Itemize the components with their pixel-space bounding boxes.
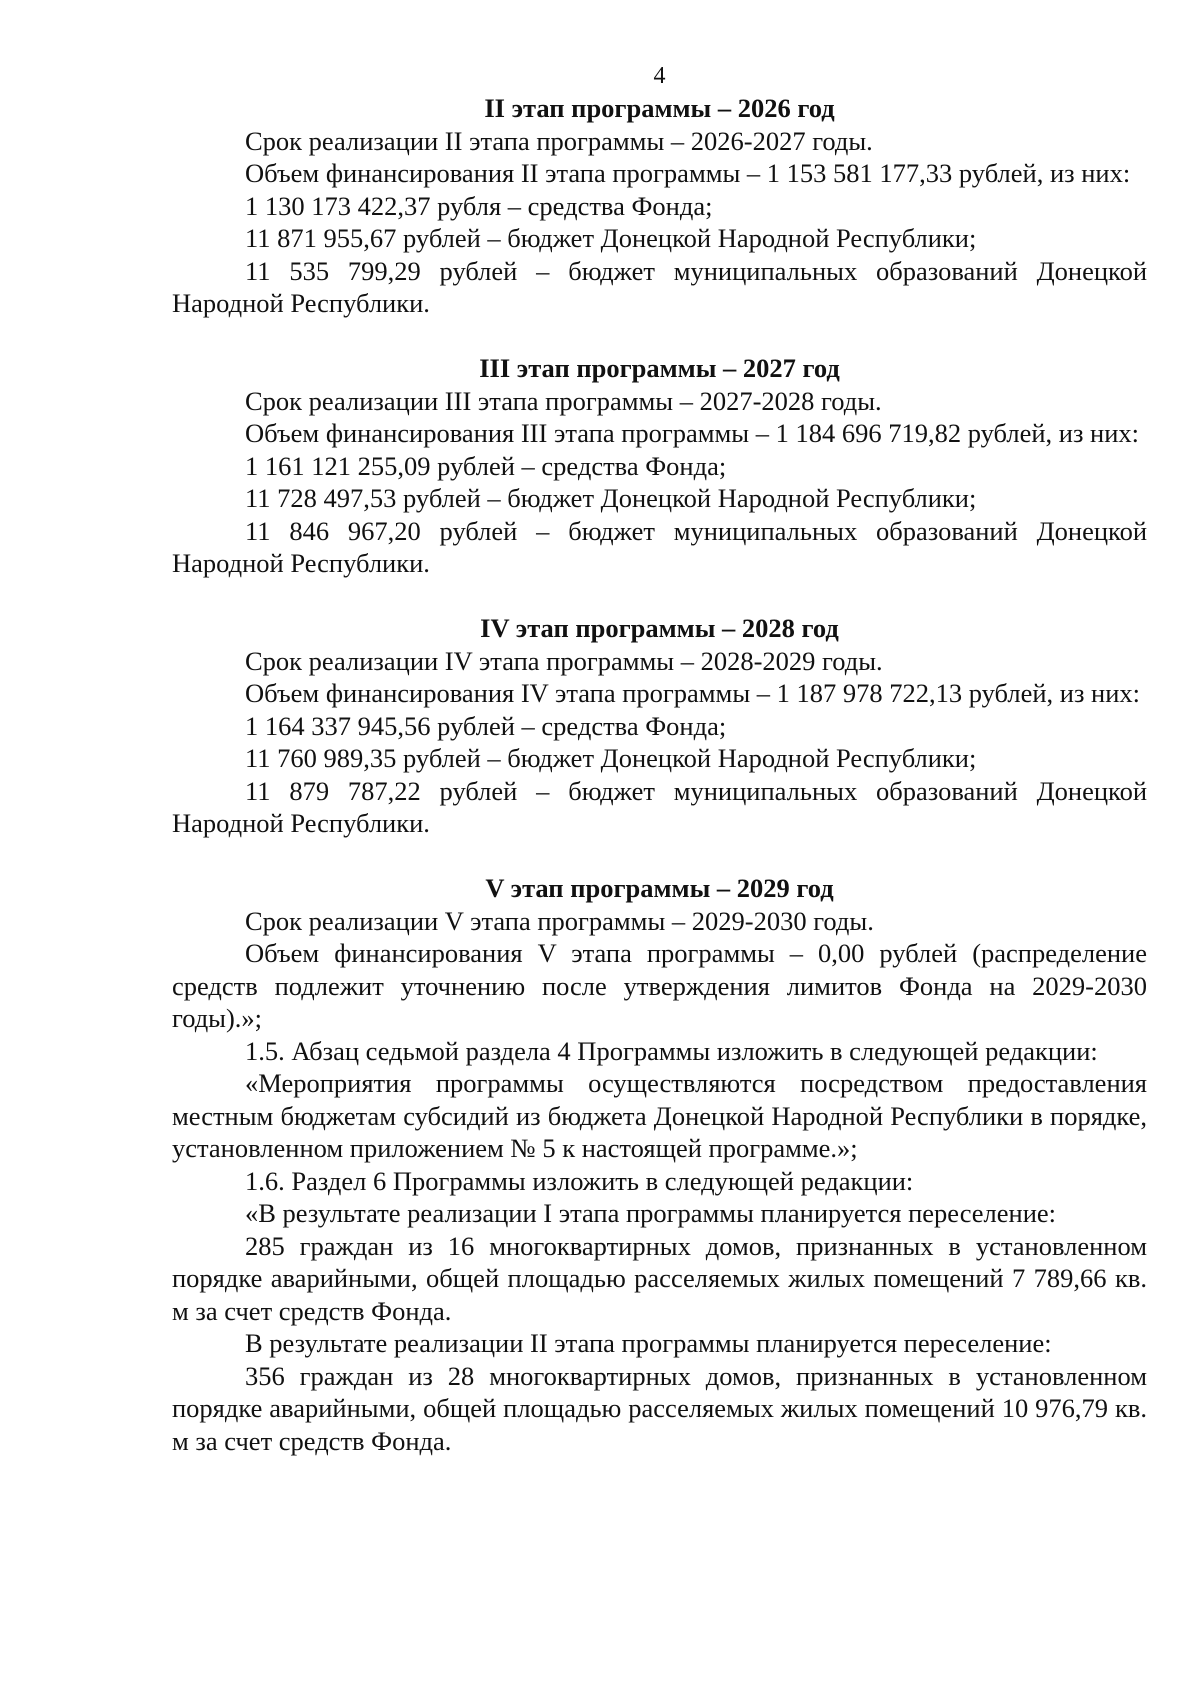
stage2-intro: В результате реализации II этапа программы планируется переселение: xyxy=(245,1328,1052,1358)
stage3-fund: 1 161 121 255,09 рублей – средства Фонда; xyxy=(245,450,727,481)
stage2-term: Срок реализации II этапа программы – 2026-2027 годы. xyxy=(245,125,873,156)
stage4-republic: 11 760 989,35 рублей – бюджет Донецкой Народной Республики; xyxy=(245,743,977,773)
page-number: 4 xyxy=(653,63,666,89)
stage4-fund: 1 164 337 945,56 рублей – средства Фонда; xyxy=(245,710,727,741)
item-1-5-text: 1.5. Абзац седьмой раздела 4 Программы изложить в следующей редакции: xyxy=(245,1035,1098,1066)
stage2-volume: Объем финансирования II этапа программы – 1 153 581 177,33 рублей, из них: xyxy=(245,158,1131,188)
document-page xyxy=(172,60,1147,1457)
stage5-term: Срок реализации V этапа программы – 2029-2030 годы. xyxy=(245,905,874,936)
stage2-detail: 356 граждан из 28 многоквартирных домов, признанных в установленном порядке аварийными, общей площадью расселяемых жилых помещений 10 976,79 кв. м за счет средств Фонда. xyxy=(172,1360,1147,1456)
stage2-republic: 11 871 955,67 рублей – бюджет Донецкой Народной Республики; xyxy=(245,223,977,253)
stage4-term: Срок реализации IV этапа программы – 2028-2029 годы. xyxy=(245,645,883,676)
stage1-intro: «В результате реализации I этапа программы планируется переселение: xyxy=(245,1198,1057,1228)
item-1-5-quote: «Мероприятия программы осуществляются посредством предоставления местным бюджетам субсидий из бюджета Донецкой Народной Республики в порядке, установленном приложением № 5 к настоящей программе.»; xyxy=(172,1068,1147,1163)
stage4-municipal: 11 879 787,22 рублей – бюджет муниципальных образований Донецкой Народной Республики. xyxy=(172,775,1147,838)
stage3-republic: 11 728 497,53 рублей – бюджет Донецкой Народной Республики; xyxy=(245,483,977,513)
stage2-municipal: 11 535 799,29 рублей – бюджет муниципальных образований Донецкой Народной Республики. xyxy=(172,255,1147,318)
stage3-heading: III этап программы – 2027 год xyxy=(479,353,840,383)
stage3-volume: Объем финансирования III этапа программы – 1 184 696 719,82 рублей, из них: xyxy=(245,418,1140,448)
stage2-heading: II этап программы – 2026 год xyxy=(484,93,835,123)
stage5-heading: V этап программы – 2029 год xyxy=(485,873,834,903)
stage3-municipal: 11 846 967,20 рублей – бюджет муниципальных образований Донецкой Народной Республики. xyxy=(172,515,1147,578)
stage5-volume: Объем финансирования V этапа программы – 0,00 рублей (распределение средств подлежит уточнению после утверждения лимитов Фонда на 2029-2030 годы).»; xyxy=(172,938,1147,1033)
stage1-detail: 285 граждан из 16 многоквартирных домов, признанных в установленном порядке аварийными, общей площадью расселяемых жилых помещений 7 789,66 кв. м за счет средств Фонда. xyxy=(172,1230,1147,1326)
stage4-heading: IV этап программы – 2028 год xyxy=(480,613,839,643)
stage2-fund: 1 130 173 422,37 рубля – средства Фонда; xyxy=(245,190,713,221)
item-1-6-text: 1.6. Раздел 6 Программы изложить в следующей редакции: xyxy=(245,1165,914,1196)
stage3-term: Срок реализации III этапа программы – 2027-2028 годы. xyxy=(245,385,882,416)
stage4-volume: Объем финансирования IV этапа программы – 1 187 978 722,13 рублей, из них: xyxy=(245,678,1141,708)
